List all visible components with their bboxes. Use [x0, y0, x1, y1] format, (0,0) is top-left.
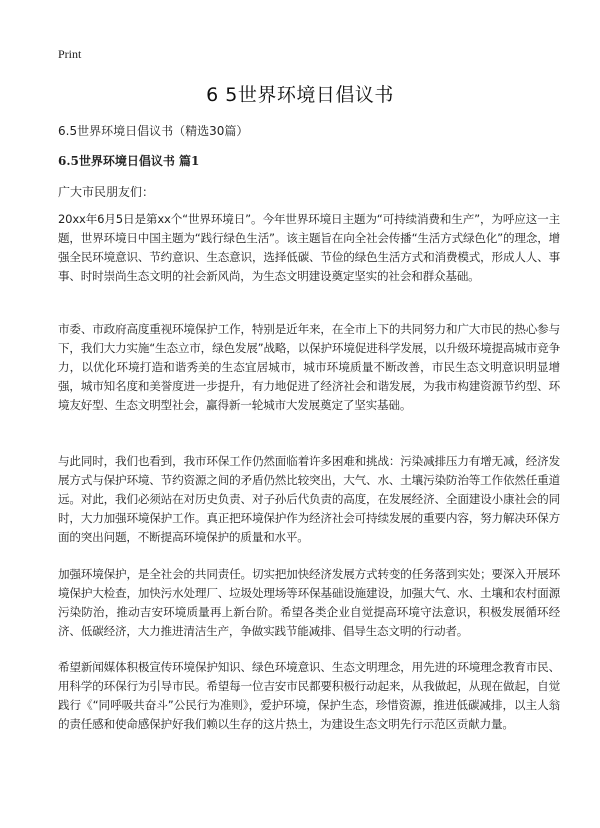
paragraph: 加强环境保护，是全社会的共同责任。切实把加快经济发展方式转变的任务落到实处；要深入开展环境保护大检查，加快污水处理厂、垃圾处理场等环保基础设施建设，加强大气、水、土壤和农村面源污染防治，推动吉安环境质量再上新台阶。希望各类企业自觉提高环境守法意识，积极发展循环经济、低碳经济，大力推进清洁生产，争做实践节能减排、倡导生态文明的行动者。 [58, 567, 560, 638]
letter-greeting: 广大市民朋友们： [58, 185, 155, 199]
page-title: 6 5世界环境日倡议书 [206, 84, 394, 106]
paragraph: 希望新闻媒体积极宣传环境保护知识、绿色环境意识、生态文明理念，用先进的环境理念教育市民、用科学的环保行为引导市民。希望每一位吉安市民都要积极行动起来，从我做起，从现在做起，自觉践行《“同呼吸共奋斗”公民行为准则》，爱护环境，保护生态，珍惜资源，推进低碳减排，以主人翁的责任感和使命感保护好我们赖以生存的这片热土，为建设生态文明先行示范区贡献力量。 [58, 660, 560, 731]
paragraph: 20xx年6月5日是第xx个“世界环境日”。今年世界环境日主题为“可持续消费和生产”，为呼应这一主题，世界环境日中国主题为“践行绿色生活”。该主题旨在向全社会传播“生活方式绿色化”的理念，增强全民环境意识、节约意识、生态意识，选择低碳、节俭的绿色生活方式和消费模式，形成人人、事事、时时崇尚生态文明的社会新风尚，为生态文明建设奠定坚实的社会和群众基础。 [58, 212, 560, 283]
section-heading: 6.5世界环境日倡议书 篇1 [58, 154, 200, 168]
print-link[interactable]: Print [58, 47, 82, 61]
paragraph: 与此同时，我们也看到，我市环保工作仍然面临着许多困难和挑战：污染减排压力有增无减，经济发展方式与保护环境、节约资源之间的矛盾仍然比较突出，大气、水、土壤污染防治等工作依然任重道远。对此，我们必须站在对历史负责、对子孙后代负责的高度，在发展经济、全面建设小康社会的同时，大力加强环境保护工作。真正把环境保护作为经济社会可持续发展的重要内容，努力解决环保方面的突出问题，不断提高环境保护的质量和水平。 [58, 454, 560, 544]
document-subtitle: 6.5世界环境日倡议书（精选30篇） [58, 124, 249, 138]
paragraph: 市委、市政府高度重视环境保护工作，特别是近年来，在全市上下的共同努力和广大市民的热心参与下，我们大力实施“生态立市，绿色发展”战略，以保护环境促进科学发展，以升级环境提高城市竞争力，以优化环境打造和谐秀美的生态宜居城市，城市环境质量不断改善，市民生态文明意识明显增强，城市知名度和美誉度进一步提升，有力地促进了经济社会和谐发展，为我市构建资源节约型、环境友好型、生态文明型社会，赢得新一轮城市大发展奠定了坚实基础。 [58, 322, 560, 412]
